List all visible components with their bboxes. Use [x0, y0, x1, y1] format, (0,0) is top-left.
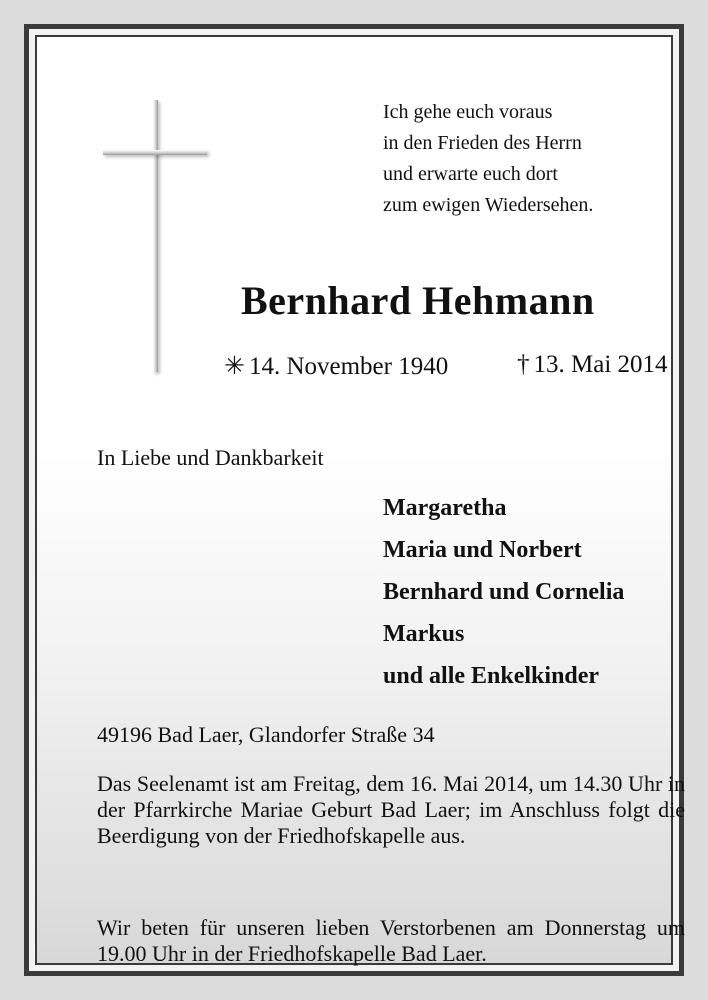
family-member: und alle Enkelkinder [383, 663, 600, 689]
dagger-icon: † [517, 351, 530, 378]
prayer-paragraph: Wir beten für unseren lieben Verstorbenen am Donnerstag um 19.00 Uhr in der Friedhofskapelle Bad Laer. [97, 915, 685, 966]
asterisk-icon: ✳ [224, 353, 245, 380]
family-member: Maria und Norbert [383, 537, 582, 563]
birth-date [224, 351, 448, 381]
deceased-name: Bernhard Hehmann [241, 278, 595, 323]
death-date-text: 13. Mai 2014 [533, 351, 668, 378]
verse-line: und erwarte euch dort [383, 163, 558, 185]
birth-date-text: 14. November 1940 [248, 353, 449, 380]
family-member: Bernhard und Cornelia [383, 579, 625, 605]
cross-horizontal-beam [103, 150, 207, 155]
gratitude-line: In Liebe und Dankbarkeit [97, 445, 324, 470]
family-list [383, 487, 624, 697]
death-date [517, 351, 668, 379]
obituary-panel [35, 35, 685, 966]
funeral-service-paragraph: Das Seelenamt ist am Freitag, dem 16. Mai 2014, um 14.30 Uhr in der Pfarrkirche Mariae Geburt Bad Laer; im Anschluss folgt die Beerdigung von der Friedhofskapelle aus. [97, 771, 685, 848]
family-member: Markus [383, 621, 465, 647]
obituary-frame [24, 24, 684, 976]
verse-line: zum ewigen Wiedersehen. [383, 194, 594, 216]
cross-vertical-beam [153, 100, 158, 372]
verse-line: Ich gehe euch voraus [383, 101, 553, 123]
address: 49196 Bad Laer, Glandorfer Straße 34 [97, 722, 435, 747]
family-member: Margaretha [383, 495, 507, 521]
cross-icon [103, 100, 207, 374]
verse [383, 97, 593, 221]
verse-line: in den Frieden des Herrn [383, 132, 582, 154]
